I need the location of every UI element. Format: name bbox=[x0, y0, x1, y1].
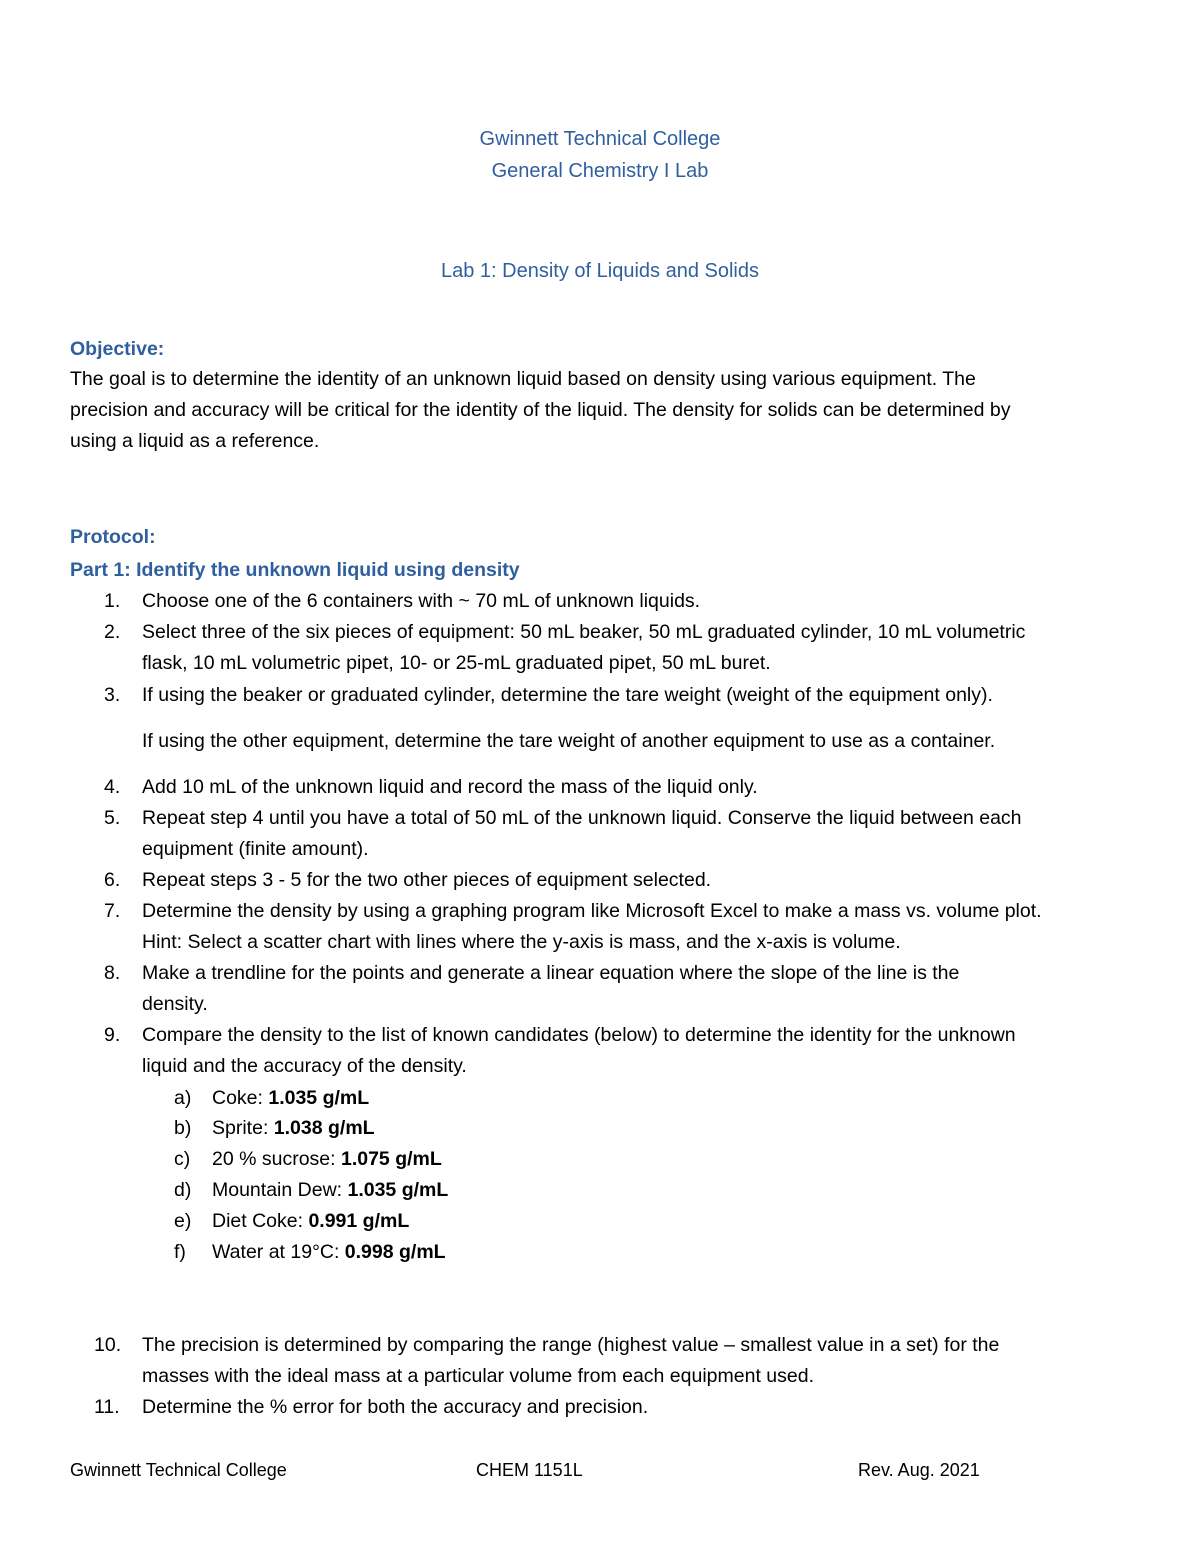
step-line: masses with the ideal mass at a particular volume from each equipment used. bbox=[142, 1365, 814, 1387]
step-number: 3. bbox=[104, 684, 121, 706]
objective-line: The goal is to determine the identity of an unknown liquid based on density using various equipment. The bbox=[70, 368, 976, 390]
candidate-name: Sprite: bbox=[212, 1117, 274, 1139]
footer-course-code: CHEM 1151L bbox=[476, 1460, 583, 1480]
candidate-letter: f) bbox=[174, 1241, 186, 1263]
step-number: 9. bbox=[104, 1024, 121, 1046]
step-line: Select three of the six pieces of equipment: 50 mL beaker, 50 mL graduated cylinder, 10 mL volumetric bbox=[142, 621, 1026, 643]
candidate-density: 1.038 g/mL bbox=[273, 1117, 375, 1139]
objective-line: using a liquid as a reference. bbox=[70, 430, 320, 452]
step-number: 2. bbox=[104, 621, 121, 643]
candidate-name: Water at 19°C: bbox=[212, 1241, 345, 1263]
step-number: 6. bbox=[104, 869, 121, 891]
step-line: Repeat steps 3 - 5 for the two other pieces of equipment selected. bbox=[142, 869, 712, 891]
candidate-name: Coke: bbox=[212, 1087, 269, 1109]
protocol-heading: Protocol: bbox=[70, 526, 156, 548]
step-3-note: If using the other equipment, determine the tare weight of another equipment to use as a container. bbox=[142, 730, 996, 752]
step-line: Make a trendline for the points and generate a linear equation where the slope of the line is the bbox=[142, 962, 960, 984]
candidate-letter: b) bbox=[174, 1117, 192, 1139]
objective-line: precision and accuracy will be critical for the identity of the liquid. The density for solids can be determined by bbox=[70, 399, 1011, 421]
candidate-letter: c) bbox=[174, 1148, 191, 1170]
step-line: Compare the density to the list of known candidates (below) to determine the identity for the unknown bbox=[142, 1024, 1016, 1046]
step-line: Choose one of the 6 containers with ~ 70 mL of unknown liquids. bbox=[142, 590, 701, 612]
step-line: Determine the % error for both the accuracy and precision. bbox=[142, 1396, 649, 1418]
candidate-letter: a) bbox=[174, 1087, 192, 1109]
candidate-density: 0.991 g/mL bbox=[308, 1210, 410, 1232]
step-line: Add 10 mL of the unknown liquid and record the mass of the liquid only. bbox=[142, 776, 758, 798]
step-line: Determine the density by using a graphing program like Microsoft Excel to make a mass vs. volume plot. bbox=[142, 900, 1042, 922]
footer-revision: Rev. Aug. 2021 bbox=[858, 1460, 980, 1480]
candidate-name: 20 % sucrose: bbox=[212, 1148, 341, 1170]
step-line: liquid and the accuracy of the density. bbox=[142, 1055, 467, 1077]
step-number: 8. bbox=[104, 962, 121, 984]
step-line: The precision is determined by comparing the range (highest value – smallest value in a set) for the bbox=[142, 1334, 1000, 1356]
candidate-density: 1.035 g/mL bbox=[347, 1179, 449, 1201]
step-line: flask, 10 mL volumetric pipet, 10- or 25-mL graduated pipet, 50 mL buret. bbox=[142, 652, 771, 674]
step-line: density. bbox=[142, 993, 208, 1015]
step-line: equipment (finite amount). bbox=[142, 838, 369, 860]
candidate-density: 1.035 g/mL bbox=[268, 1087, 370, 1109]
step-number: 5. bbox=[104, 807, 121, 829]
objective-heading: Objective: bbox=[70, 338, 165, 360]
candidate-name: Mountain Dew: bbox=[212, 1179, 348, 1201]
step-number: 1. bbox=[104, 590, 121, 612]
footer-institution: Gwinnett Technical College bbox=[70, 1460, 287, 1480]
objective-paragraph bbox=[70, 364, 1135, 457]
candidate-letter: e) bbox=[174, 1210, 192, 1232]
candidate-letter: d) bbox=[174, 1179, 192, 1201]
candidate-density: 1.075 g/mL bbox=[340, 1148, 442, 1170]
step-number: 4. bbox=[104, 776, 121, 798]
candidate-density: 0.998 g/mL bbox=[344, 1241, 446, 1263]
institution-title: Gwinnett Technical College bbox=[479, 128, 721, 150]
step-number: 11. bbox=[94, 1396, 120, 1418]
lab-title: Lab 1: Density of Liquids and Solids bbox=[441, 260, 759, 282]
course-title: General Chemistry I Lab bbox=[491, 160, 709, 182]
part1-heading: Part 1: Identify the unknown liquid using density bbox=[70, 559, 520, 581]
step-number: 10. bbox=[94, 1334, 122, 1356]
step-number: 7. bbox=[104, 900, 121, 922]
step-line: If using the beaker or graduated cylinder, determine the tare weight (weight of the equipment only). bbox=[142, 684, 993, 706]
candidate-name: Diet Coke: bbox=[212, 1210, 309, 1232]
step-line: Repeat step 4 until you have a total of 50 mL of the unknown liquid. Conserve the liquid between each bbox=[142, 807, 1022, 829]
step-line: Hint: Select a scatter chart with lines where the y-axis is mass, and the x-axis is volume. bbox=[142, 931, 901, 953]
